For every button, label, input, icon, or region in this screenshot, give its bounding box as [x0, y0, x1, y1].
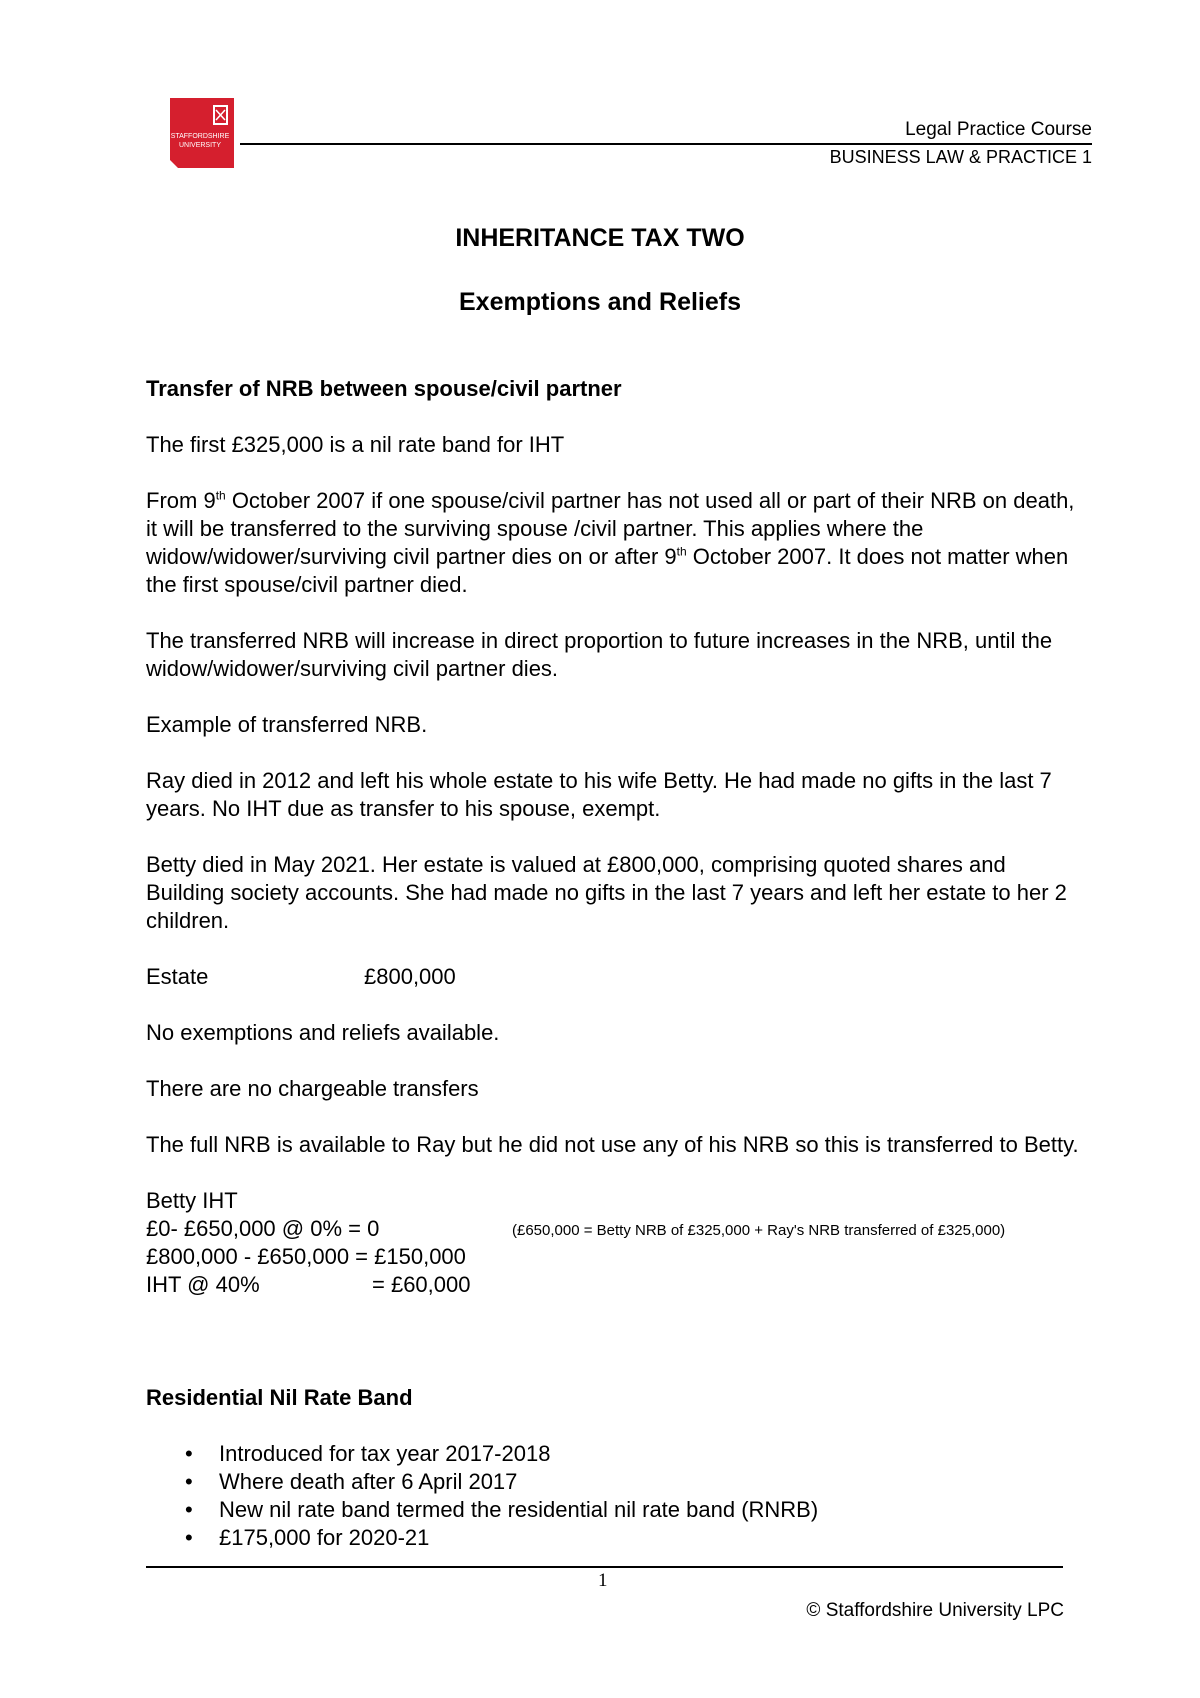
estate-label: Estate — [146, 964, 209, 989]
svg-text:UNIVERSITY: UNIVERSITY — [178, 142, 222, 149]
svg-text:STAFFORDSHIRE: STAFFORDSHIRE — [170, 133, 230, 140]
calc-line: £0- £650,000 @ 0% = 0 (£650,000 = Betty NRB of £325,000 + Ray's NRB transferred of £325,000) — [146, 1215, 1086, 1243]
section-heading: Transfer of NRB between spouse/civil partner — [146, 376, 622, 401]
calc-note: (£650,000 = Betty NRB of £325,000 + Ray's NRB transferred of £325,000) — [512, 1222, 1006, 1239]
calc-line: £800,000 - £650,000 = £150,000 — [146, 1244, 466, 1269]
paragraph: There are no chargeable transfers — [146, 1076, 479, 1101]
list-item: • Introduced for tax year 2017-2018 — [146, 1440, 1086, 1468]
section-rnrb — [146, 1384, 1086, 1552]
header-rule — [240, 143, 1092, 145]
estate-value: £800,000 — [364, 964, 456, 989]
page-number: 1 — [598, 1570, 608, 1591]
page-subtitle: Exemptions and Reliefs — [458, 288, 742, 316]
copyright-notice: © Staffordshire University LPC — [806, 1600, 1064, 1621]
section-transfer-nrb — [146, 375, 1086, 1299]
paragraph: No exemptions and reliefs available. — [146, 1020, 500, 1045]
list-item: • New nil rate band termed the residential nil rate band (RNRB) — [146, 1496, 1086, 1524]
paragraph: The full NRB is available to Ray but he did not use any of his NRB so this is transferred to Betty. — [146, 1132, 1079, 1157]
paragraph: The first £325,000 is a nil rate band for IHT — [146, 432, 565, 457]
module-name: BUSINESS LAW & PRACTICE 1 — [829, 147, 1092, 167]
estate-row — [146, 963, 1086, 991]
course-name: Legal Practice Course — [905, 119, 1092, 140]
calc-line: IHT @ 40% = £60,000 — [146, 1272, 471, 1297]
list-item: • £175,000 for 2020-21 — [146, 1524, 1086, 1552]
paragraph: Ray died in 2012 and left his whole estate to his wife Betty. He had made no gifts in the last 7 years. No IHT due as transfer to his spouse, exempt. — [146, 768, 1052, 821]
page-title: INHERITANCE TAX TWO — [455, 224, 745, 252]
paragraph: Example of transferred NRB. — [146, 712, 428, 737]
paragraph: From 9th October 2007 if one spouse/civil partner has not used all or part of their NRB on death, it will be transferred to the surviving spouse /civil partner. This applies where the widow/widower/surviving civil partner dies on or after 9th October 2007. It does not matter when the first spouse/civil partner died. — [146, 488, 1075, 597]
university-logo — [170, 98, 234, 168]
bullet-list — [146, 1440, 1086, 1552]
paragraph: The transferred NRB will increase in direct proportion to future increases in the NRB, until the widow/widower/surviving civil partner dies. — [146, 628, 1053, 681]
list-item: • Where death after 6 April 2017 — [146, 1468, 1086, 1496]
paragraph: Betty died in May 2021. Her estate is valued at £800,000, comprising quoted shares and Building society accounts. She had made no gifts in the last 7 years and left her estate to her 2 children. — [146, 852, 1067, 933]
calc-title: Betty IHT — [146, 1188, 238, 1213]
calculation-block — [146, 1187, 1086, 1299]
section-heading: Residential Nil Rate Band — [146, 1385, 413, 1410]
footer-rule — [146, 1566, 1063, 1568]
